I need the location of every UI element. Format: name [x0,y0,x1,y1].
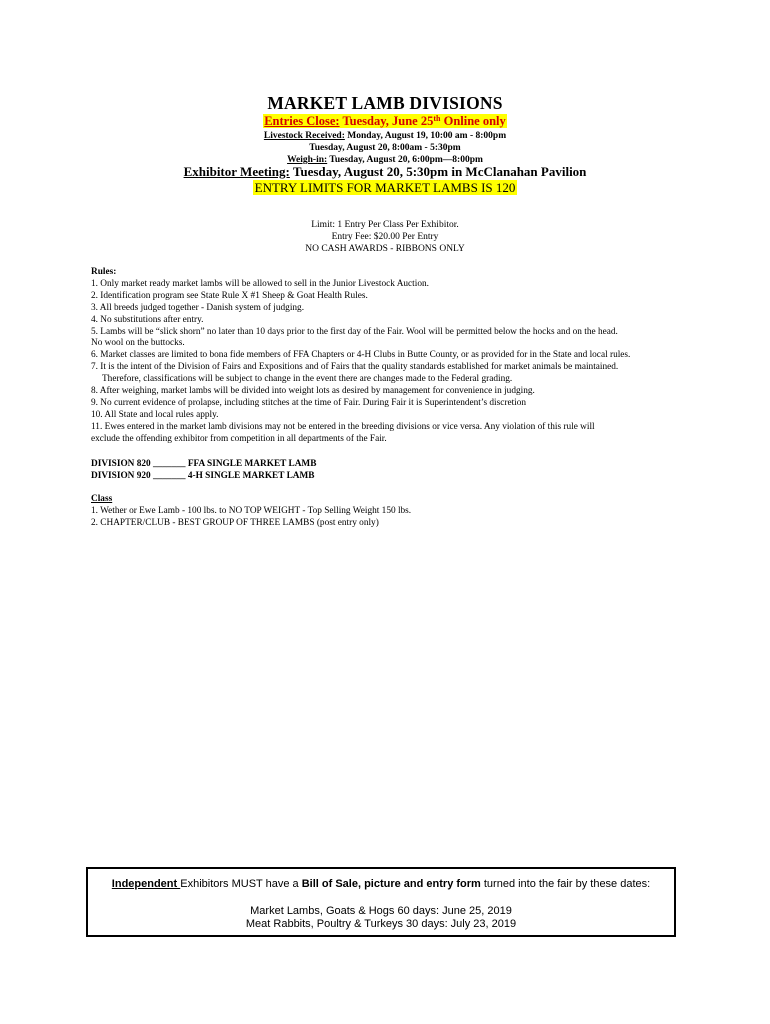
notice-text-2: turned into the fair by these dates: [480,878,651,890]
entries-close-highlight [263,114,507,128]
exhibitor-meeting-label: Exhibitor Meeting: [183,164,290,179]
weigh-in-label: Weigh-in: [287,155,328,165]
rule-line: 3. All breeds judged together - Danish system of judging. [91,302,305,313]
division-line: DIVISION 820 _______ FFA SINGLE MARKET LAMB [91,459,317,469]
notice-line-3: Meat Rabbits, Poultry & Turkeys 30 days: July 23, 2019 [245,918,517,930]
notice-line-1 [88,878,674,890]
rule-line: Therefore, classifications will be subject to change in the event there are changes made to the Federal grading. [102,374,513,385]
notice-independent: Independent [111,878,181,890]
notice-text-1: Exhibitors MUST have a [180,878,302,890]
exhibitor-meeting-line [0,164,770,180]
entry-limits-line [0,180,770,196]
class-line: 2. CHAPTER/CLUB - BEST GROUP OF THREE LAMBS (post entry only) [91,517,379,528]
limit-line: Limit: 1 Entry Per Class Per Exhibitor. [311,220,459,230]
weigh-in-value: Tuesday, August 20, 6:00pm—8:00pm [327,155,483,165]
class-line: 1. Wether or Ewe Lamb - 100 lbs. to NO TOP WEIGHT - Top Selling Weight 150 lbs. [91,505,412,516]
livestock-received-label: Livestock Received: [263,131,345,141]
rule-line: 1. Only market ready market lambs will be allowed to sell in the Junior Livestock Auction. [91,278,429,289]
divisions-section [91,459,316,483]
rule-line: 8. After weighing, market lambs will be divided into weight lots as desired by management for convenience in judging. [91,386,535,397]
livestock-received-value-1: Monday, August 19, 10:00 am - 8:00pm [344,131,507,141]
notice-line-2: Market Lambs, Goats & Hogs 60 days: June 25, 2019 [250,905,512,917]
rule-line: 6. Market classes are limited to bona fide members of FFA Chapters or 4-H Clubs in Butte County, or as provided for in the State and local rules. [91,350,631,361]
page-title: MARKET LAMB DIVISIONS [267,93,503,113]
rules-section [91,267,691,446]
division-line: DIVISION 920 _______ 4-H SINGLE MARKET LAMB [91,470,315,481]
awards-line: NO CASH AWARDS - RIBBONS ONLY [305,244,465,254]
rule-line: 2. Identification program see State Rule X #1 Sheep & Goat Health Rules. [91,290,368,301]
notice-bold: Bill of Sale, picture and entry form [301,878,481,890]
rule-line: No wool on the buttocks. [91,338,185,349]
rule-line: 5. Lambs will be “slick shorn” no later than 10 days prior to the first day of the Fair. Wool will be permitted below the hocks and on the head. [91,326,618,337]
classes-heading: Class [91,494,113,504]
entries-close-sup: th [433,114,441,123]
rule-line: 9. No current evidence of prolapse, including stitches at the time of Fair. During Fair it is Superintendent’s discretion [91,397,527,408]
exhibitor-meeting-value: Tuesday, August 20, 5:30pm in McClanahan Pavilion [289,164,587,179]
rule-line: 7. It is the intent of the Division of Fairs and Expositions and of Fairs that the quality standards established for market animals be maintained. [91,362,619,373]
rule-line: exclude the offending exhibitor from competition in all departments of the Fair. [91,433,387,444]
rule-line: 4. No substitutions after entry. [91,314,204,325]
entry-fee-line: Entry Fee: $20.00 Per Entry [331,232,439,242]
entries-close-date: Tuesday, June 25 [339,114,434,128]
rules-heading: Rules: [91,267,117,277]
independent-exhibitors-notice [86,867,676,937]
entries-close-label: Entries Close: [264,114,340,128]
classes-section [91,494,411,530]
rule-line: 10. All State and local rules apply. [91,409,219,420]
entry-limits-highlight: ENTRY LIMITS FOR MARKET LAMBS IS 120 [254,180,516,195]
entries-close-line [0,114,770,129]
entries-close-suffix: Online only [440,114,506,128]
livestock-received-line-2: Tuesday, August 20, 8:00am - 5:30pm [309,143,461,153]
livestock-received-line [0,131,770,141]
rule-line: 11. Ewes entered in the market lamb divisions may not be entered in the breeding divisions or vice versa. Any violation of this rule will [91,421,595,432]
